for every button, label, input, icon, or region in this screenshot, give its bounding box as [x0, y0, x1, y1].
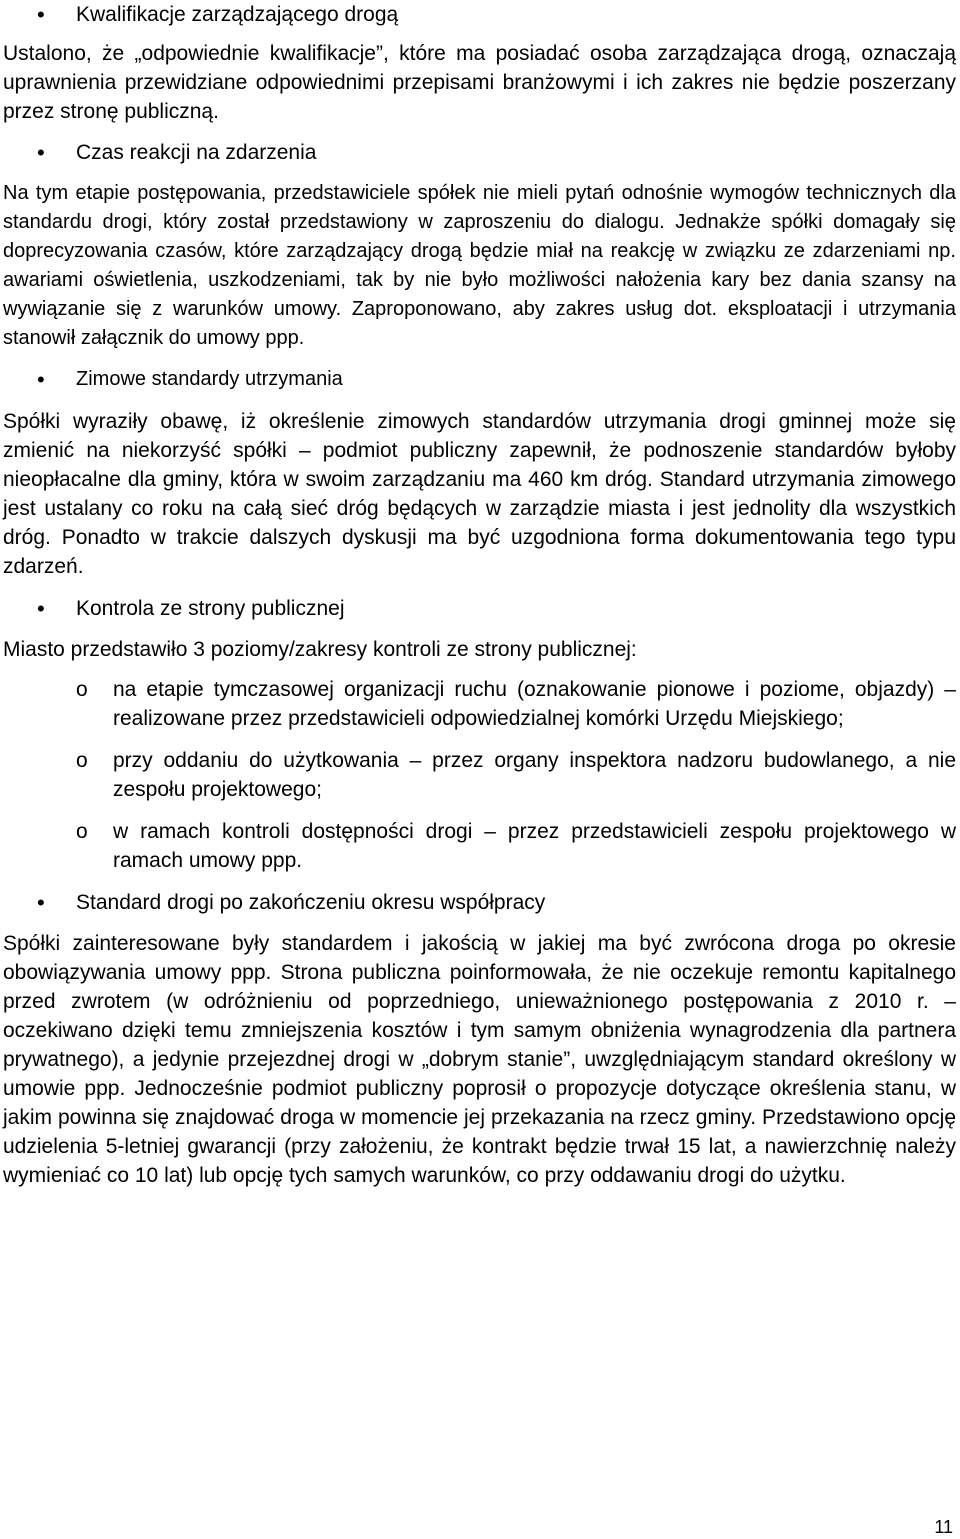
section-paragraph-czas-reakcji: Na tym etapie postępowania, przedstawiciele spółek nie mieli pytań odnośnie wymogów technicznych dla standardu drogi, który został przedstawiony w zaproszeniu do dialogu. Jednakże spółki domagały się doprecyzowania czasów, które zarządzający drogą będzie miał na reakcję w związku ze zdarzeniami np. awariami oświetlenia, uszkodzeniami, tak by nie było możliwości nałożenia kary bez dania szansy na wywiązanie się z warunków umowy. Zaproponowano, aby zakres usług dot. eksploatacji i utrzymania stanowił załącznik do umowy ppp. [3, 182, 956, 349]
heading-text: Zimowe standardy utrzymania [76, 368, 343, 390]
bullet-icon: • [37, 2, 45, 27]
section-heading-standard-drogi [3, 888, 956, 917]
section-heading-kontrola [3, 594, 956, 623]
bullet-icon: • [37, 890, 45, 915]
heading-text: Czas reakcji na zdarzenia [76, 141, 317, 164]
list-item [3, 746, 956, 804]
bullet-icon: • [37, 140, 45, 165]
bullet-icon: • [37, 367, 45, 392]
section-paragraph-kwalifikacje: Ustalono, że „odpowiednie kwalifikacje”, które ma posiadać osoba zarządzająca drogą, oznaczają uprawnienia przewidziane odpowiednimi przepisami branżowymi i ich zakres nie będzie poszerzany przez stronę publiczną. [3, 42, 956, 123]
heading-text: Standard drogi po zakończeniu okresu współpracy [76, 891, 546, 914]
list-item [3, 675, 956, 733]
bullet-icon: • [37, 596, 45, 621]
section-heading-zimowe [3, 365, 956, 394]
page-number: 11 [934, 1517, 953, 1537]
circle-bullet-icon: o [76, 749, 88, 772]
heading-text: Kontrola ze strony publicznej [76, 597, 345, 620]
section-paragraph-standard-drogi: Spółki zainteresowane były standardem i jakością w jakiej ma być zwrócona droga po okresie obowiązywania umowy ppp. Strona publiczna poinformowała, że nie oczekuje remontu kapitalnego przed zwrotem (w odróżnieniu od poprzedniego, unieważnionego postępowania z 2010 r. – oczekiwano dzięki temu zmniejszenia kosztów i tym samym obniżenia wynagrodzenia dla partnera prywatnego), a jedynie przejezdnej drogi w „dobrym stanie”, uwzględniającym standard określony w umowie ppp. Jednocześnie podmiot publiczny poprosił o propozycje dotyczące określenia stanu, w jakim powinna się znajdować droga w momencie jej przekazania na rzecz gminy. Przedstawiono opcję udzielenia 5-letniej gwarancji (przy założeniu, że kontrakt będzie trwał 15 lat, a nawierzchnię należy wymieniać co 10 lat) lub opcję tych samych warunków, co przy oddawaniu drogi do użytku. [3, 932, 956, 1187]
list-item [3, 817, 956, 875]
control-levels-list [3, 675, 956, 875]
section-heading-kwalifikacje [3, 0, 956, 29]
list-item-text: przy oddaniu do użytkowania – przez organy inspektora nadzoru budowlanego, a nie zespołu projektowego; [113, 749, 956, 801]
circle-bullet-icon: o [76, 678, 88, 701]
section-paragraph-kontrola: Miasto przedstawiło 3 poziomy/zakresy kontroli ze strony publicznej: [3, 638, 637, 661]
document-page [3, 0, 956, 1190]
list-item-text: na etapie tymczasowej organizacji ruchu (oznakowanie pionowe i poziome, objazdy) – realizowane przez przedstawicieli odpowiedzialnej komórki Urzędu Miejskiego; [113, 678, 956, 730]
list-item-text: w ramach kontroli dostępności drogi – przez przedstawicieli zespołu projektowego w ramach umowy ppp. [113, 820, 956, 872]
section-heading-czas-reakcji [3, 138, 956, 167]
circle-bullet-icon: o [76, 820, 88, 843]
section-paragraph-zimowe: Spółki wyraziły obawę, iż określenie zimowych standardów utrzymania drogi gminnej może się zmienić na niekorzyść spółki – podmiot publiczny zapewnił, że podnoszenie standardów byłoby nieopłacalne dla gminy, która w swoim zarządzaniu ma 460 km dróg. Standard utrzymania zimowego jest ustalany co roku na całą sieć dróg będących w zarządzie miasta i jest jednolity dla wszystkich dróg. Ponadto w trakcie dalszych dyskusji ma być uzgodniona forma dokumentowania tego typu zdarzeń. [3, 410, 956, 578]
heading-text: Kwalifikacje zarządzającego drogą [76, 3, 399, 26]
